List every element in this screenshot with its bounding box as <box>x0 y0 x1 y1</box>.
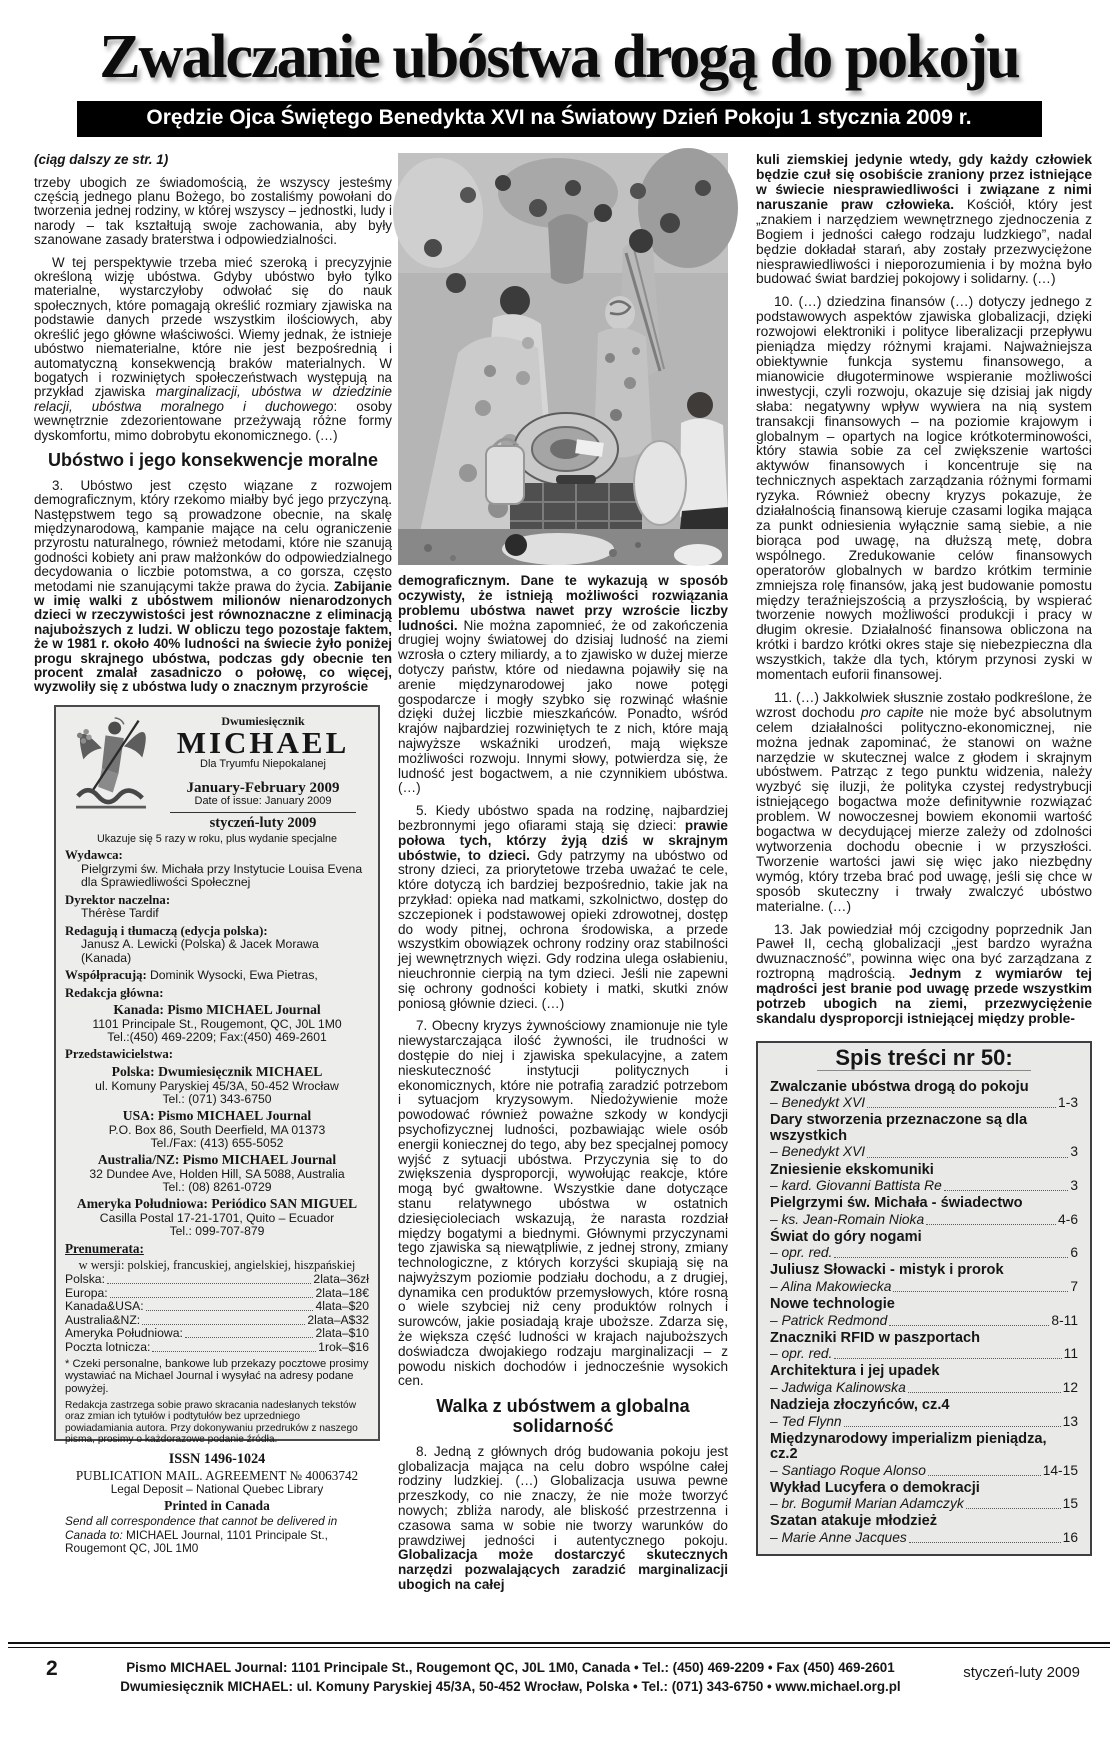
dotted-leader <box>966 1508 1061 1509</box>
dotted-leader <box>926 1224 1056 1225</box>
masthead-header <box>65 713 369 832</box>
dotted-leader <box>834 1257 1068 1258</box>
paragraph: 3. Ubóstwo jest często wiązane z rozwojem demograficznym, który rzekomo miałby być jego przyczyną. Następstwem tego są prowadzone obecnie, na skalę międzynarodową, kampanie mające na celu ograniczenie przyrostu naturalnego, również metodami, które nie szanują godności kobiety ani praw małżonków do odpowiedzialnego decydowania o liczbie potomstwa, a co gorsza, często metodami nie szanującymi także prawa do życia. Zabijanie w imię walki z ubóstwem milionów nienarodzonych dzieci w rzeczywistości jest równoznaczne z eliminacją najuboższych z ludzi. W obliczu tego pozostaje faktem, że w 1981 r. około 40% ludności na świecie żyło poniżej progu skrajnego ubóstwa, podczas gdy obecnie ten procent zmalał zasadniczo o połowę, co więcej, wyzwoliły się z ubóstwa ludy o znacznym przyroście <box>34 477 392 695</box>
subtitle-bar <box>77 101 1042 137</box>
toc-title-wrap <box>770 1044 1078 1071</box>
footer-contact <box>58 1658 964 1697</box>
rate-row-south-america: Ameryka Południowa: 2lata–$10 <box>65 1326 369 1341</box>
dotted-leader <box>146 1310 314 1311</box>
masthead-box <box>54 705 380 1556</box>
masthead-date-en: January-February 2009 <box>186 780 340 797</box>
dotted-leader <box>152 1351 316 1352</box>
paragraph: 11. (…) Jakkolwiek słusznie zostało podkreślone, że wzrost dochodu pro capite nie może być absolutnym celem działalności polityczno-ekonomicznej, nie można jednak zapominać, że stanowi on ważne narzędzie w skutecznej walce z głodem i skrajnym ubóstwem. Patrząc z tego punktu widzenia, należy wyzbyć się iluzji, że polityka czystej redystrybucji istniejącego bogactwa może definitywnie rozwiązać problem. W nowoczesnej bowiem ekonomii wartość bogactwa w decydującej mierze zależy od zdolności wytworzenia dochodu obecnie i w przyszłości. Tworzenie wartości jawi się więc jako niezbędny wymóg, który trzeba brać pod uwagę, jeśli się chce w sposób skuteczny i trwały zwalczyć ubóstwo materialne. (…) <box>756 689 1092 914</box>
reps-label: Przedstawicielstwa: <box>65 1047 174 1062</box>
correspondence-note: Send all correspondence that cannot be delivered in Canada to: MICHAEL Journal, 1101 Principale St., Rougemont QC, J0L 1M0 <box>65 1514 338 1556</box>
toc-entry: Architektura i jej upadek – Jadwiga Kalinowska 12 <box>770 1363 1078 1395</box>
paragraph: kuli ziemskiej jedynie wtedy, gdy każdy człowiek będzie czuł się osobiście zraniony przez istniejące w świecie niesprawiedliwości i związane z nimi naruszanie praw człowieka. Kościół, który jest „znakiem i narzędziem wewnętrznego zjednoczenia z Bogiem i jedności całego rodzaju ludzkiego”, nadal będzie dokładał starań, aby zostały przezwyciężone niesprawiedliwości i nieporozumienia i by można było budować świat bardziej pokojowy i solidarny. (…) <box>756 152 1093 287</box>
masthead-date-issue: Date of issue: January 2009 <box>194 795 332 808</box>
middle-column <box>398 153 728 1622</box>
dotted-leader <box>908 1392 1061 1393</box>
office-south-america: Ameryka Południowa: Periódico SAN MIGUEL Casilla Postal 17-21-1701, Quito – Ecuador Tel.: 099-707-879 <box>76 1196 358 1239</box>
toc-entry: Świat do góry nogami – opr. red. 6 <box>770 1228 1078 1261</box>
page-number: 2 <box>46 1657 58 1680</box>
editors-value: Janusz A. Lewicki (Polska) & Jacek Morawa (Kanada) <box>81 937 319 965</box>
toc-entry: Zniesienie ekskomuniki – kard. Giovanni Battista Re 3 <box>770 1161 1078 1194</box>
left-column <box>34 153 392 1622</box>
dotted-leader <box>867 1107 1056 1108</box>
masthead-name: MICHAEL <box>176 724 350 760</box>
collaborators-line: Współpracują: Dominik Wysocki, Ewa Pietras, <box>65 967 318 982</box>
article-columns <box>0 137 1118 1622</box>
editorial-rights-note: Redakcja zastrzega sobie prawo skracania nadesłanych tekstów oraz zmian ich tytułów i podtytułów bez uprzedniego powiadamiania autora. Przy dokonywaniu przedruków z naszego pisma, prosimy o każdorazowe podanie źródła. <box>65 1399 358 1446</box>
subscription-versions: w wersji: polskiej, francuskiej, angielskiej, hiszpańskiej <box>78 1257 356 1272</box>
office-poland: Polska: Dwumiesięcznik MICHAEL ul. Komuny Paryskiej 45/3A, 50-452 Wrocław Tel.: (071) 343-6750 <box>95 1064 339 1107</box>
dotted-leader <box>834 1358 1061 1359</box>
section-heading: Walka z ubóstwem a globalna solidarność <box>436 1396 690 1437</box>
masthead-frequency: Ukazuje się 5 razy w roku, plus wydanie specjalne <box>96 832 338 845</box>
rate-row-airmail: Poczta lotnicza: 1rok–$16 <box>65 1339 369 1354</box>
page-title: Zwalczanie ubóstwa drogą do pokoju <box>99 23 1019 91</box>
paragraph: trzeby ubogich ze świadomością, że wszyscy jesteśmy częścią jednego planu Bożego, bo zostaliśmy powołani do tworzenia jednej rodziny, w której wszyscy – jednostki, ludy i narody – tak kształtują swoje zachowania, aby były szanowane zasady braterstwa i odpowiedzialności. <box>34 174 392 248</box>
toc-entry: Zwalczanie ubóstwa drogą do pokoju – Benedykt XVI 1-3 <box>770 1078 1078 1111</box>
office-canada: Kanada: Pismo MICHAEL Journal 1101 Principale St., Rougemont, QC, J0L 1M0 Tel.:(450) 469-2209; Fax:(450) 469-2601 <box>92 1002 342 1045</box>
masthead-kicker: Dwumiesięcznik <box>221 713 305 728</box>
dotted-leader <box>909 1542 1061 1543</box>
legal-deposit: Legal Deposit – National Quebec Library <box>110 1482 324 1497</box>
toc-title: Spis treści nr 50: <box>817 1051 1030 1071</box>
footer-contact-line2: Dwumiesięcznik MICHAEL: ul. Komuny Paryskiej 45/3A, 50-452 Wrocław, Polska • Tel.: (071) 343-6750 • www.michael.org.pl <box>120 1679 901 1695</box>
toc-entry: Wykład Lucyfera o demokracji – br. Bogumił Marian Adamczyk 15 <box>770 1479 1078 1512</box>
director-value: Thérèse Tardif <box>81 906 159 921</box>
paragraph: 10. (…) dziedzina finansów (…) dotyczy jednego z podstawowych aspektów zjawiska globalizacji, dzięki rozwojowi elektroniki i polityce liberalizacji przepływu pieniądza między różnymi krajami. Najważniejsza obiektywnie funkcja systemu finansowego, a mianowicie długoterminowe wspieranie możliwości inwestycji, czyli rozwoju, okazuje się dzisiaj jak nigdy słaba: negatywny wpływ wywiera na nią system transakcji finansowych – na poziomie krajowym i globalnym – opartych na logice krótkoterminowości, który stawia sobie za cel zwiększenie wartości aktywów finansowych i koncentruje się na technicznych aspektach zarządzania różnymi formami ryzyka. Również obecny kryzys pokazuje, że działalnością finansową kieruje czasami logika mająca za punkt odniesienia wyłącznie samą siebie, a nie biorąca pod uwagę, na dłuższą metę, dobra wspólnego. Zredukowanie celów finansowych operatorów globalnych w bardzo krótkim terminie zmniejsza rolę finansów, jaką jest budowanie pomostu między teraźniejszością a przyszłością, by wspierać tworzenie nowych możliwości produkcji i pracy w długim okresie. Działalność finansowa obliczona na krótki i bardzo krótki okres staje się niebezpieczna dla wszystkich, także dla tych, którym przynosi zyski w momentach euforii finansowej. <box>756 294 1092 683</box>
right-column <box>756 153 1092 1622</box>
masthead-titles <box>157 713 369 832</box>
toc-entry: Nadzieja złoczyńców, cz.4 – Ted Flynn 13 <box>770 1397 1078 1429</box>
office-usa: USA: Pismo MICHAEL Journal P.O. Box 86, South Deerfield, MA 01373 Tel./Fax: (413) 655-5052 <box>108 1108 326 1151</box>
masthead-motto: Dla Tryumfu Niepokalanej <box>200 758 326 771</box>
toc-box <box>756 1041 1092 1556</box>
dotted-leader <box>844 1426 1061 1427</box>
toc-entry: Znaczniki RFID w paszportach – opr. red. 11 <box>770 1329 1078 1362</box>
footer-issue-date: styczeń-luty 2009 <box>963 1664 1080 1681</box>
paragraph: 5. Kiedy ubóstwo spada na rodzinę, najbardziej bezbronnymi jego ofiarami stają się dzieci: prawie połowa tych, którzy żyją dziś w skrajnym ubóstwie, to dzieci. Gdy patrzymy na ubóstwo od strony dzieci, za priorytetowe trzeba uważać te cele, które dotyczą ich bardziej bezpośrednio, takie jak na przykład: opieka nad matkami, szkolnictwo, dostęp do szczepionek i podstawowej opieki zdrowotnej, dostęp do wody pitnej, ochrona środowiska, a przede wszystkim obowiązek ochrony rodziny oraz stabilności jej wewnętrznych więzi. Gdy rodzina ulega osłabieniu, nieuchronnie cierpią na tym dzieci. Jeśli nie zapewni się ochrony godności kobiety i matki, skutki znów poniosą głównie dzieci. (…) <box>398 803 728 1011</box>
rate-row-poland: Polska: 2lata–36zł <box>65 1272 369 1287</box>
printed-in-canada: Printed in Canada <box>164 1497 270 1513</box>
dotted-leader <box>185 1337 314 1338</box>
checks-note: * Czeki personalne, bankowe lub przekazy pocztowe prosimy wystawiać na Michael Journal i wysyłać na adresy podane powyżej. <box>65 1357 369 1395</box>
page-footer <box>0 1642 1118 1697</box>
paragraph: 8. Jedną z głównych dróg budowania pokoju jest globalizacja mająca na celu dobro wspólne całej rodziny ludzkiej. (…) Globalizacja usuwa pewne przeszkody, co nie znaczy, że nie może tworzyć nowych; zbliża narody, ale bliskość przestrzenna i czasowa sama w sobie nie tworzy warunków do prawdziwej jedności i autentycznego pokoju. Globalizacja może dostarczyć skutecznych narzędzi pozwalających zaradzić marginalizacji ubogich na całej <box>398 1443 728 1593</box>
article-photo <box>398 153 728 565</box>
dotted-leader <box>893 1291 1068 1292</box>
editors-label: Redagują i tłumaczą (edycja polska): <box>65 923 268 938</box>
paragraph: 7. Obecny kryzys żywnościowy znamionuje nie tyle niewystarczająca ilość żywności, ile trudności w dostępie do niej i zjawiska spekulacyjne, a zatem nieskuteczność instytucji politycznych i ekonomicznych, które nie potrafią zaradzić potrzebom i sytuacjom kryzysowym. Niedożywienie może powodować również poważne szkody w kondycji psychofizycznej ludności, pozbawiając wiele osób energii koniecznej do tego, aby bez specjalnej pomocy wyjść z sytuacji ubóstwa. Przyczynia się to do zwiększenia dysproporcji, wywołując reakcje, które mogą być gwałtowne. Wszystkie dane dotyczące stanu relatywnego ubóstwa w ostatnich dziesięcioleciach wskazują, że narasta rozdział między bogatymi a biednymi. Głównymi przyczynami tego zjawiska są niewątpliwie, z jednej strony, zmiany technologiczne, z których korzyści skupiają się na najwyższym poziomie podziału dochodu, a z drugiej, dynamika cen produktów przemysłowych, które rosną o wiele szybciej niż ceny produktów rolnych i surowców, jakie posiadają kraje uboższe. Zdarza się, że większa część ludności w krajach najuboższych doświadcza dwojakiego rodzaju marginalizacji – z powodu niskich dochodów i jednocześnie wysokich cen. <box>398 1018 728 1389</box>
dotted-leader <box>142 1324 305 1325</box>
dotted-leader <box>867 1157 1068 1158</box>
rate-row-australia-nz: Australia&NZ: 2lata–A$32 <box>65 1312 369 1327</box>
publication-mail: PUBLICATION MAIL. AGREEMENT № 40063742 <box>75 1467 359 1483</box>
toc-entry: Dary stworzenia przeznaczone są dla wszystkich – Benedykt XVI 3 <box>770 1112 1078 1160</box>
continuation-note: (ciąg dalszy ze str. 1) <box>34 152 169 168</box>
paragraph: 13. Jak powiedział mój czcigodny poprzednik Jan Paweł II, cechą globalizacji „jest bardzo wyraźna dwuznaczność”, powinna więc ona być zarządzana z roztropną mądrością. Jednym z wymiarów tej mądrości jest branie pod uwagę przede wszystkim potrzeb ubogich na ziemi, przezwyciężenie skandalu dysproporcji istniejącej między proble- <box>756 921 1092 1026</box>
dotted-leader <box>110 1297 314 1298</box>
divider <box>170 812 357 813</box>
publisher-value: Pielgrzymi św. Michała przy Instytucie Louisa Evena dla Sprawiedliwości Społecznej <box>81 862 363 890</box>
toc-entry: Nowe technologie – Patrick Redmond 8-11 <box>770 1296 1078 1328</box>
masthead-date-pl: styczeń-luty 2009 <box>209 815 317 832</box>
page-header <box>0 0 1118 137</box>
dotted-leader <box>889 1325 1049 1326</box>
hq-label: Redakcja główna: <box>65 985 164 1000</box>
toc-entry: Pielgrzymi św. Michała - świadectwo – ks. Jean-Romain Nioka 4-6 <box>770 1195 1078 1227</box>
dotted-leader <box>107 1283 311 1284</box>
toc-entry: Juliusz Słowacki - mistyk i prorok – Alina Makowiecka 7 <box>770 1262 1078 1294</box>
rate-row-canada-usa: Kanada&USA: 4lata–$20 <box>65 1299 369 1314</box>
publisher-label: Wydawca: <box>65 848 123 863</box>
footer-contact-line1: Pismo MICHAEL Journal: 1101 Principale St., Rougemont QC, J0L 1M0, Canada • Tel.: (450) 469-2209 • Fax (450) 469-2601 <box>126 1660 895 1675</box>
toc-entry: Międzynarodowy imperializm pieniądza, cz.2 – Santiago Roque Alonso 14-15 <box>770 1430 1078 1478</box>
subscription-label: Prenumerata: <box>65 1241 144 1257</box>
director-label: Dyrektor naczelna: <box>65 892 171 907</box>
dotted-leader <box>944 1190 1069 1191</box>
issn: ISSN 1496-1024 <box>168 1450 266 1467</box>
toc-entry: Szatan atakuje młodzież – Marie Anne Jacques 16 <box>770 1513 1078 1545</box>
dotted-leader <box>928 1475 1041 1476</box>
subtitle-text: Orędzie Ojca Świętego Benedykta XVI na Światowy Dzień Pokoju 1 stycznia 2009 r. <box>146 106 972 130</box>
paragraph: W tej perspektywie trzeba mieć szeroką i precyzyjnie określoną wizję ubóstwa. Gdyby ubóstwo było tylko materialne, wystarczyłoby odwołać się do nauk społecznych, które pomagają określić rozmiary zjawiska na podstawie danych przede wszystkim ilościowych, aby określić jego główne właściwości. Wiemy jednak, że istnieje ubóstwo niematerialne, które nie jest bezpośrednią i automatyczną konsekwencją braków materialnych. W bogatych i rozwiniętych społeczeństwach występują na przykład zjawiska marginalizacji, ubóstwa w dziedzinie relacji, ubóstwa moralnego i duchowego: osoby wewnętrznie zdezorientowane przeżywają różne formy dyskomfortu, mimo dobrobytu ekonomicznego. (…) <box>34 254 392 443</box>
office-australia: Australia/NZ: Pismo MICHAEL Journal 32 Dundee Ave, Holden Hill, SA 5088, Australia Tel.: (08) 8261-0729 <box>89 1152 345 1195</box>
paragraph: demograficznym. Dane te wykazują w sposób oczywisty, że istnieją możliwości rozwiązania problemu ubóstwa nawet przy wzroście liczby ludności. Nie można zapomnieć, że od zakończenia drugiej wojny światowej do dzisiaj ludność na ziemi wzrosła o cztery miliardy, a to zjawisko w dużej mierze dotyczy państw, które od niedawna pojawiły się na arenie międzynarodowej jako nowe potęgi gospodarcze i mogły szybko się rozwinąć właśnie dzięki dużej liczbie mieszkańców. Ponadto, wśród krajów najbardziej rozwiniętych te z nich, które mają najwyższe wskaźniki urodzeń, mają większe możliwości rozwoju. Innymi słowy, potwierdza się, że ludność jest bogactwem, a nie czynnikiem ubóstwa. (…) <box>398 573 728 796</box>
section-heading: Ubóstwo i jego konsekwencje moralne <box>47 449 379 470</box>
rate-row-europe: Europa: 2lata–18€ <box>65 1285 369 1300</box>
michael-logo-engraving <box>65 713 157 813</box>
